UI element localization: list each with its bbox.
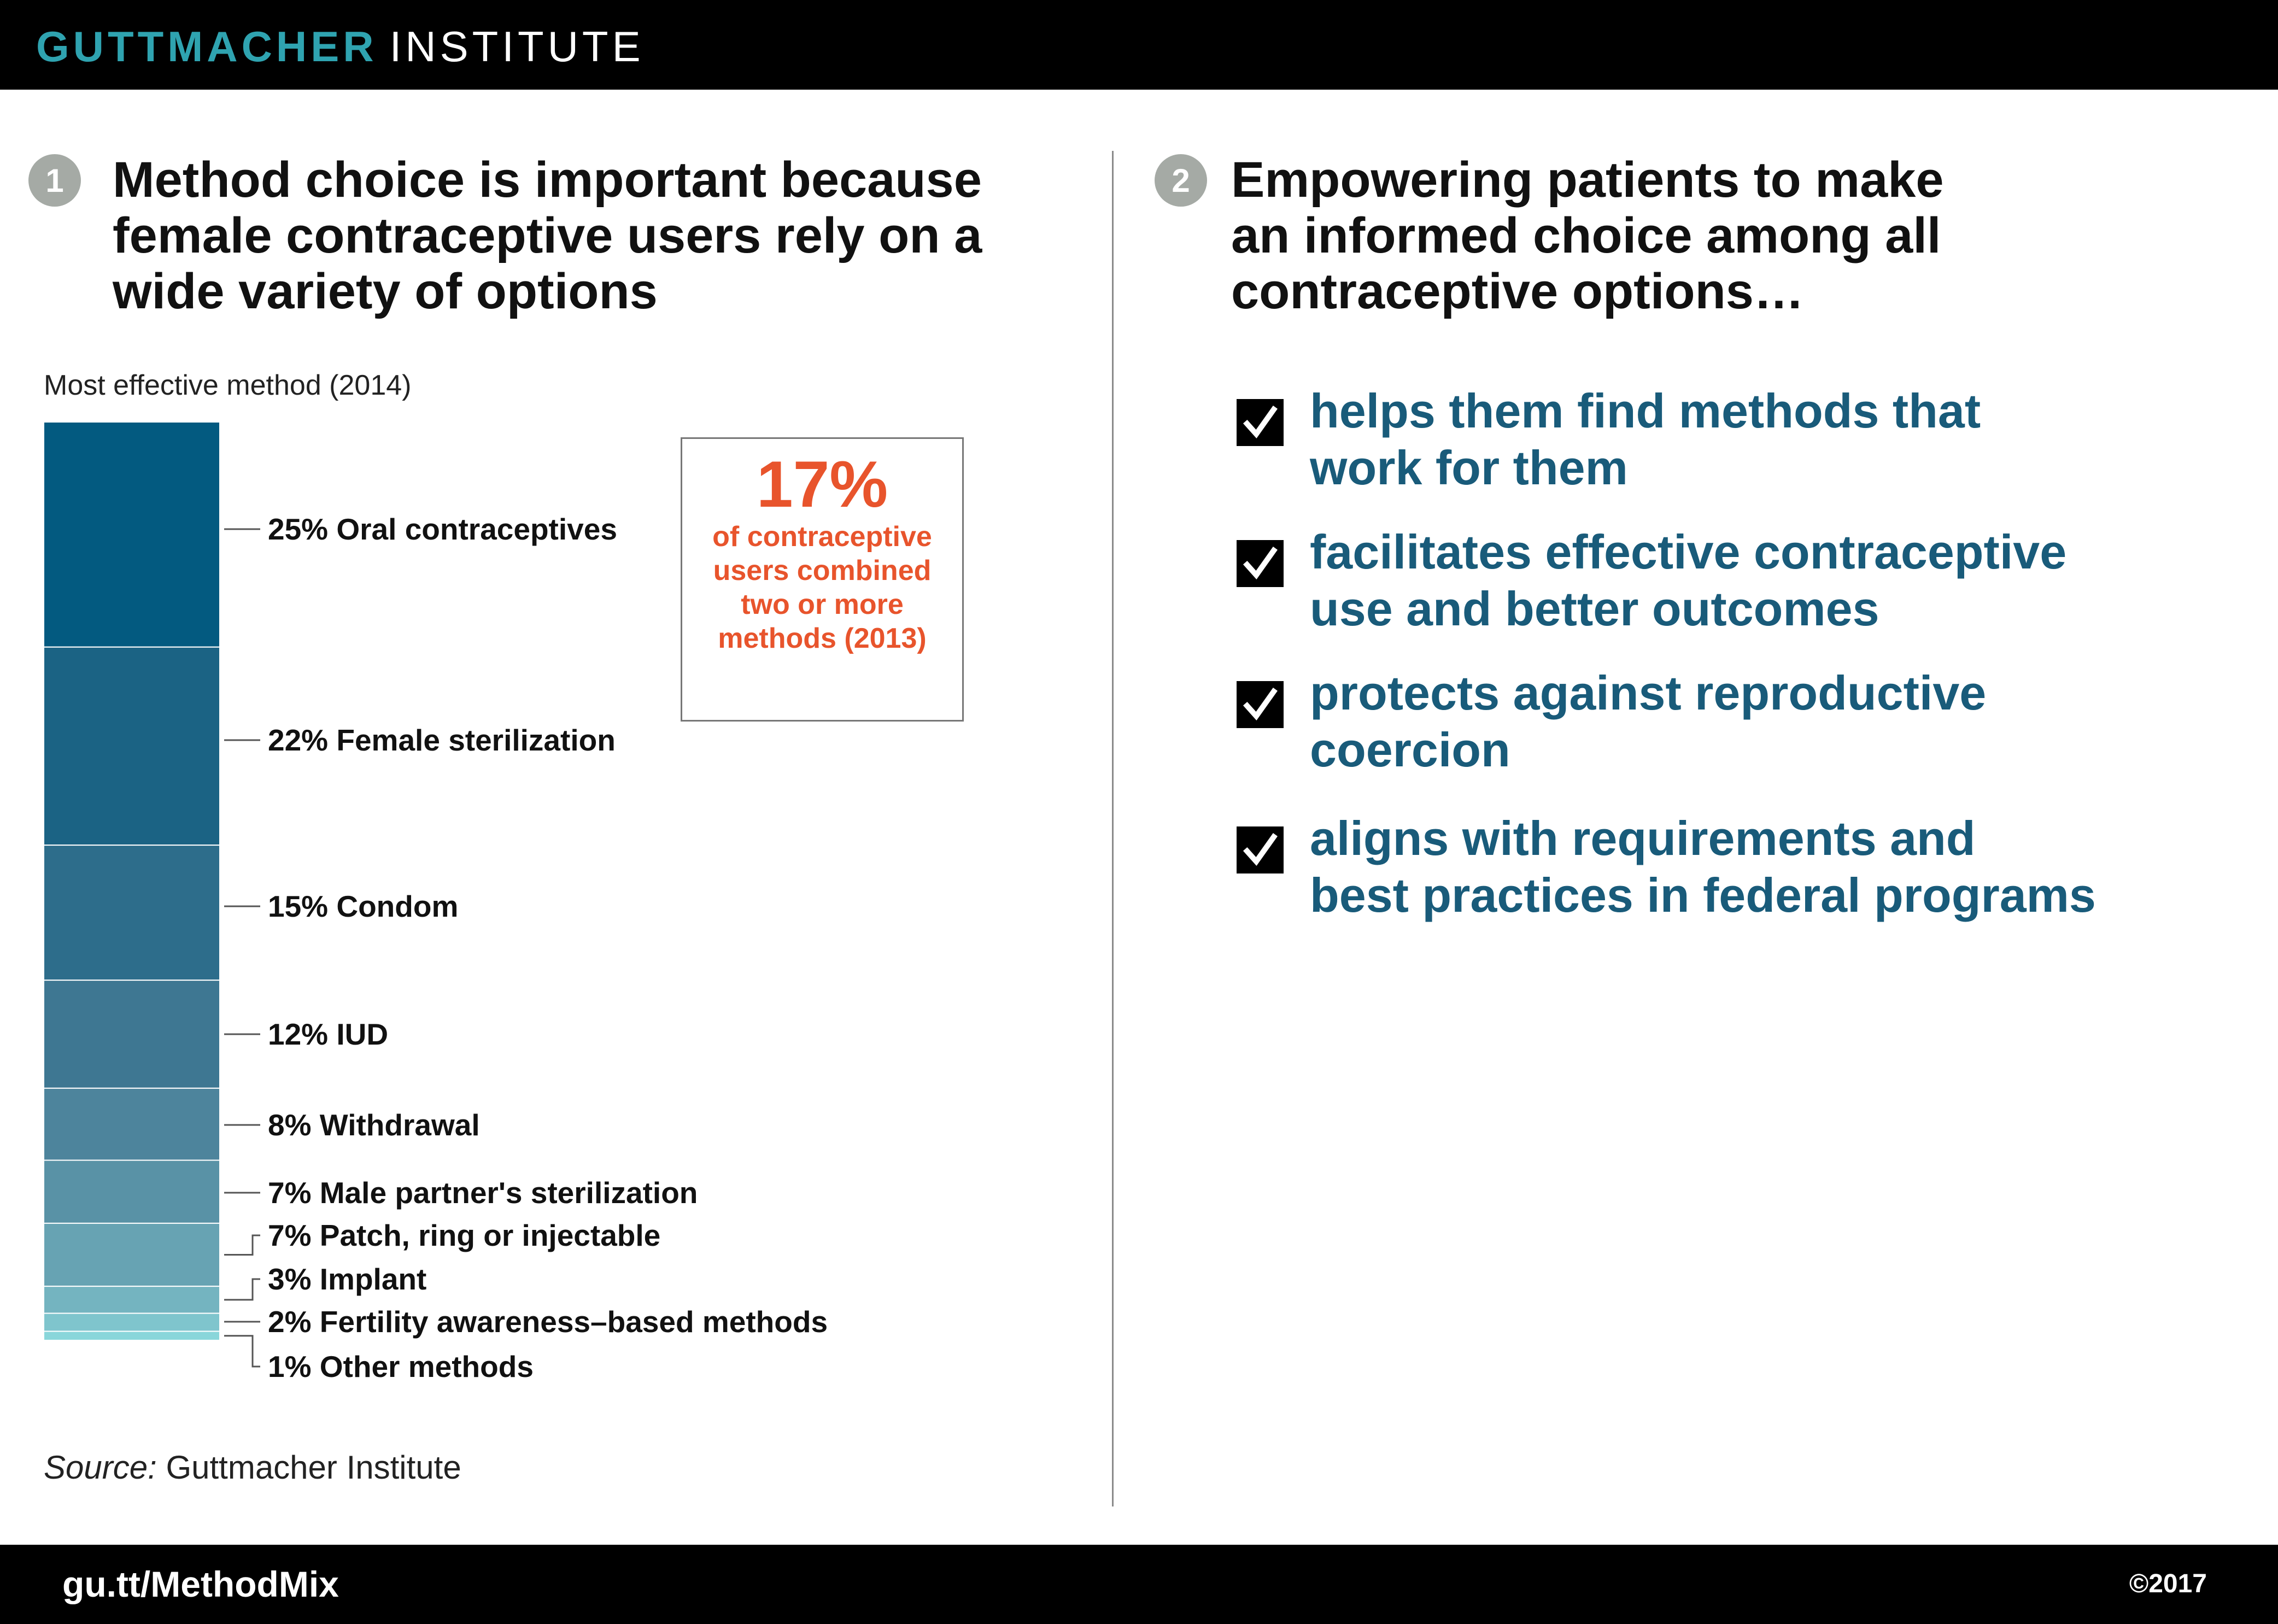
section-number-2: 2 xyxy=(1155,154,1207,207)
leader-line xyxy=(224,1279,260,1300)
checkmark-icon xyxy=(1237,540,1284,587)
checklist-text xyxy=(1310,383,1981,496)
callout-value: 17% xyxy=(756,448,888,521)
checklist-line: facilitates effective contraceptive xyxy=(1310,525,2067,579)
source-note xyxy=(44,1449,461,1486)
bar-segment xyxy=(44,845,220,980)
panel1-headline-line: Method choice is important because xyxy=(113,152,982,208)
panel2-headline-line: an informed choice among all xyxy=(1231,208,1941,263)
checklist-text xyxy=(1310,810,2096,924)
callout-box xyxy=(681,437,964,722)
panel2-headline-line: contraceptive options… xyxy=(1231,263,1804,319)
callout-text: of contraceptive users combined two or more methods (2013) xyxy=(712,521,932,654)
source-prefix: Source: xyxy=(44,1449,157,1486)
bar-segment xyxy=(44,980,220,1088)
bar-segment xyxy=(44,1314,220,1332)
checkmark-icon xyxy=(1237,826,1284,873)
checklist-line: best practices in federal programs xyxy=(1310,868,2096,922)
checkmark-icon xyxy=(1237,399,1284,446)
footer-copyright: ©2017 xyxy=(2129,1569,2207,1598)
bar-label: 1% Other methods xyxy=(268,1350,534,1383)
panel1-headline-line: female contraceptive users rely on a xyxy=(113,208,982,263)
panel-divider xyxy=(1112,151,1114,1506)
footer-bar xyxy=(0,1545,2278,1624)
bar-segment xyxy=(44,1160,220,1223)
checklist-line: coercion xyxy=(1310,723,1510,777)
brand-logo: GUTTMACHER INSTITUTE xyxy=(36,22,645,71)
leader-line xyxy=(224,1336,260,1367)
panel2-headline xyxy=(1231,152,1944,319)
bar-segment xyxy=(44,647,220,845)
checklist-line: protects against reproductive xyxy=(1310,666,1987,720)
footer-url: gu.tt/MethodMix xyxy=(62,1564,339,1604)
checklist-line: use and better outcomes xyxy=(1310,582,1879,636)
leader-line xyxy=(224,1235,260,1255)
bar-label: 7% Patch, ring or injectable xyxy=(268,1218,661,1252)
bar-label: 3% Implant xyxy=(268,1262,427,1296)
checklist-line: work for them xyxy=(1310,441,1628,495)
bar-label: 22% Female sterilization xyxy=(268,723,616,757)
bar-segment xyxy=(44,422,220,647)
bar-segment xyxy=(44,1286,220,1313)
bar-segment xyxy=(44,1332,220,1340)
source-text: Guttmacher Institute xyxy=(166,1449,461,1486)
bar-label: 7% Male partner's sterilization xyxy=(268,1176,698,1210)
bar-label: 25% Oral contraceptives xyxy=(268,512,617,546)
checkmark-icon xyxy=(1237,681,1284,728)
bar-segment xyxy=(44,1088,220,1160)
bar-label: 15% Condom xyxy=(268,889,459,923)
bar-label: 2% Fertility awareness–based methods xyxy=(268,1305,828,1339)
panel1-headline-line: wide variety of options xyxy=(113,263,658,319)
checklist-line: helps them find methods that xyxy=(1310,384,1981,438)
chart-subtitle: Most effective method (2014) xyxy=(44,370,412,401)
checklist-line: aligns with requirements and xyxy=(1310,811,1976,865)
panel2-headline-line: Empowering patients to make xyxy=(1231,152,1944,208)
bar-segment xyxy=(44,1223,220,1286)
bar-label: 8% Withdrawal xyxy=(268,1108,480,1142)
checklist-text xyxy=(1310,665,1986,778)
section-number-1: 1 xyxy=(28,154,81,207)
bar-label: 12% IUD xyxy=(268,1017,389,1051)
checklist-text xyxy=(1310,524,2066,637)
